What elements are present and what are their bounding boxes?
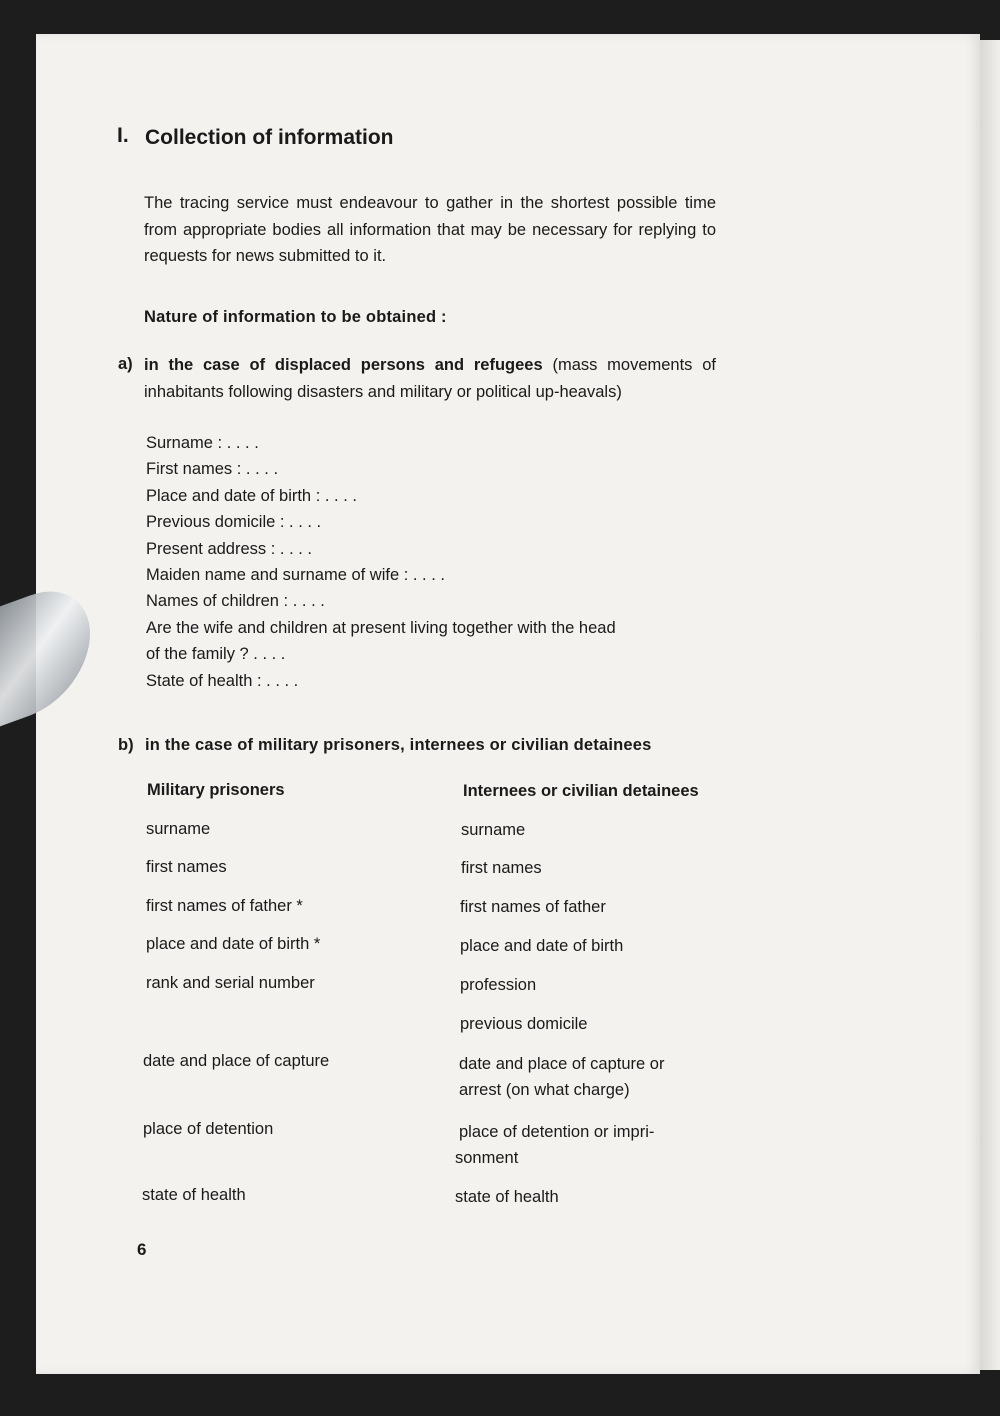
int-first-names: first names [461, 859, 542, 877]
field-surname: Surname : . . . . [146, 434, 259, 452]
mil-father-names: first names of father * [146, 897, 303, 915]
mil-surname: surname [146, 820, 211, 838]
field-previous-domicile: Previous domicile : . . . . [146, 513, 322, 532]
int-detention-1: place of detention or impri- [459, 1123, 655, 1141]
section-numeral: I. [117, 124, 129, 147]
page-edge [980, 40, 1000, 1370]
mil-first-names: first names [146, 858, 227, 876]
intro-paragraph: The tracing service must endeavour to gather in the shortest possible time from appropriate bodies all information that may be necessary for replying to requests for news submitted to it. [144, 194, 716, 265]
mil-place-date-birth: place and date of birth * [146, 935, 321, 953]
mil-rank-serial: rank and serial number [146, 974, 315, 992]
military-prisoners-heading: Military prisoners [147, 781, 285, 799]
part-b-marker: b) [118, 736, 134, 754]
int-father-names: first names of father [460, 898, 606, 916]
part-a-lead [144, 352, 716, 405]
part-a-field-list [146, 430, 616, 694]
mil-detention: place of detention [143, 1120, 274, 1138]
field-place-date-birth: Place and date of birth : . . . . [146, 486, 357, 505]
int-health: state of health [455, 1188, 559, 1206]
field-first-names: First names : . . . . [146, 460, 279, 479]
mil-health: state of health [142, 1186, 246, 1204]
part-a-lead-rest: (mass movements of inhabitants following disasters and military or political up-heavals) [144, 356, 716, 401]
internees-heading: Internees or civilian detainees [463, 782, 699, 800]
field-maiden-name: Maiden name and surname of wife : . . . . [146, 565, 445, 584]
part-b-lead: in the case of military prisoners, internees or civilian detainees [145, 736, 652, 754]
int-detention-2: sonment [455, 1149, 519, 1167]
int-place-date-birth: place and date of birth [460, 937, 624, 955]
nature-heading: Nature of information to be obtained : [144, 308, 447, 326]
int-capture-1: date and place of capture or [459, 1055, 665, 1073]
part-a-marker: a) [118, 355, 133, 373]
field-state-of-health: State of health : . . . . [146, 671, 299, 690]
field-names-children: Names of children : . . . . [146, 592, 325, 611]
int-profession: profession [460, 976, 537, 994]
part-a-lead-bold: in the case of displaced persons and refugees [144, 356, 543, 374]
page-number: 6 [137, 1240, 147, 1259]
section-title: Collection of information [145, 126, 394, 149]
int-previous-domicile: previous domicile [460, 1015, 588, 1033]
mil-capture: date and place of capture [143, 1052, 330, 1070]
int-capture-2: arrest (on what charge) [459, 1081, 630, 1099]
int-surname: surname [461, 821, 526, 839]
field-living-together-2: of the family ? . . . . [146, 645, 286, 664]
field-living-together-1: Are the wife and children at present living together with the head [146, 618, 616, 637]
field-present-address: Present address : . . . . [146, 539, 312, 558]
